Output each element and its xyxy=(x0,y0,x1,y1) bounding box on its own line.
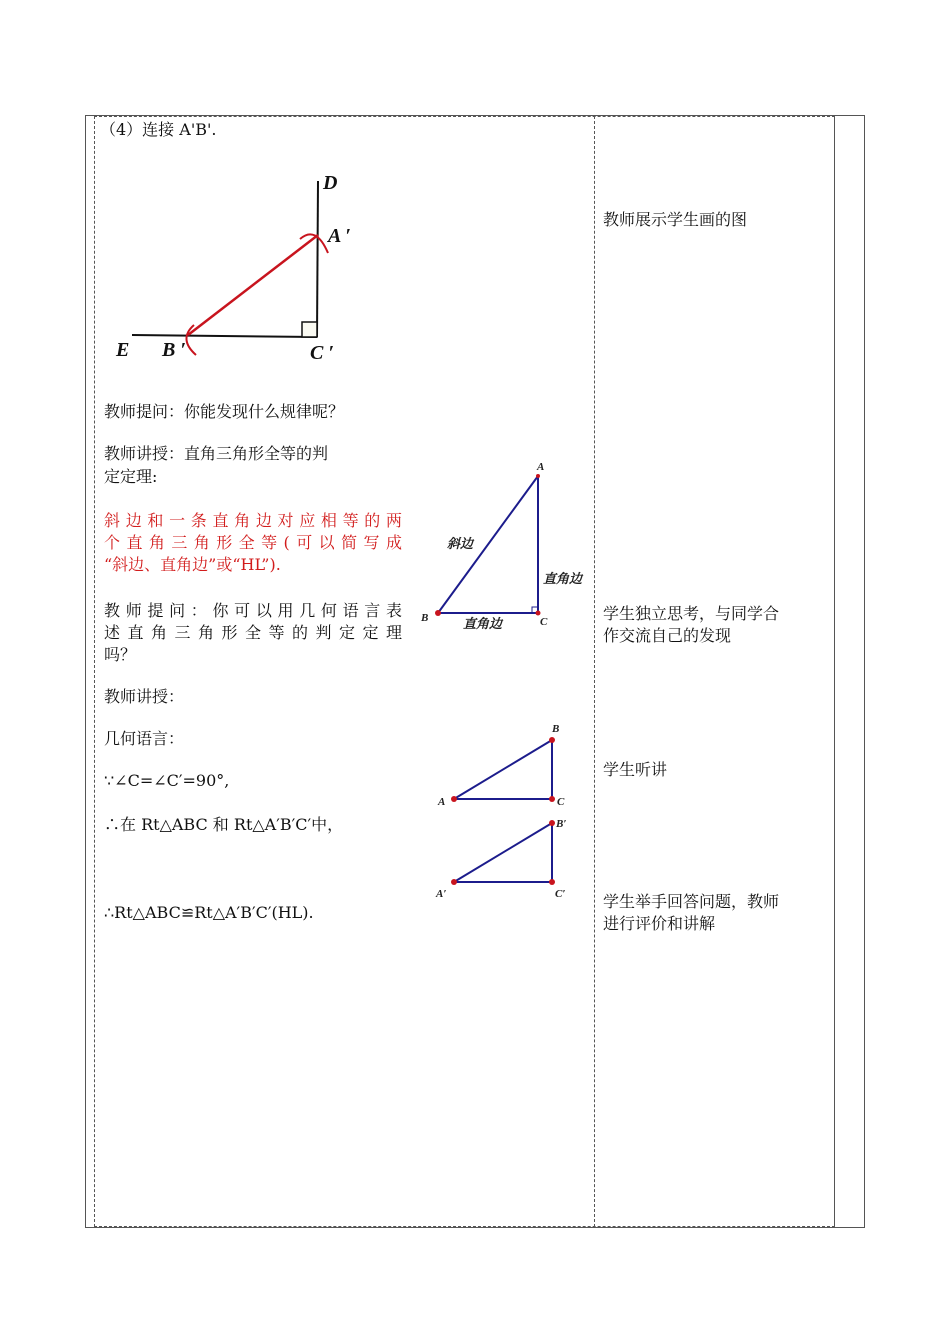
note-student-answer-line1: 学生举手回答问题，教师 xyxy=(603,892,780,911)
label-b-prime: B′ xyxy=(556,818,567,830)
teacher-lecture-1-line1: 教师讲授：直角三角形全等的判 xyxy=(104,444,329,463)
teacher-question-2-line1: 教师提问：你可以用几何语言表 xyxy=(104,601,402,620)
note-student-think-line2: 作交流自己的发现 xyxy=(603,626,732,645)
in-triangles-statement: ∴在 Rt△ABC 和 Rt△A′B′C′中， xyxy=(104,815,344,834)
theorem-line-1: 斜边和一条直角边对应相等的两 xyxy=(104,511,402,530)
theorem-line-3: “斜边、直角边”或“HL”). xyxy=(104,555,281,574)
column-divider xyxy=(594,116,595,1227)
hl-triangle-figure xyxy=(415,455,595,635)
label-d: D xyxy=(323,172,338,194)
label-a-prime: A ′ xyxy=(328,225,351,247)
label-c: C xyxy=(557,796,565,808)
note-teacher-shows-drawing: 教师展示学生画的图 xyxy=(603,210,748,229)
label-b-prime: B ′ xyxy=(162,339,186,361)
label-c-prime: C′ xyxy=(555,888,566,900)
label-a-prime: A′ xyxy=(436,888,447,900)
theorem-line-2: 个直角三角形全等(可以简写成 xyxy=(104,533,402,552)
teacher-lecture-2: 教师讲授： xyxy=(104,687,185,706)
note-student-answer-line2: 进行评价和讲解 xyxy=(603,914,716,933)
right-column-border xyxy=(834,116,835,1227)
label-c-prime: C ′ xyxy=(310,342,334,364)
congruent-triangles-figure xyxy=(430,718,590,903)
teacher-question-1: 教师提问：你能发现什么规律呢？ xyxy=(104,402,345,421)
label-a: A xyxy=(537,461,545,473)
label-e: E xyxy=(116,339,130,361)
teacher-lecture-1-line2: 定定理: xyxy=(104,467,158,486)
label-hypotenuse: 斜边 xyxy=(447,536,474,551)
geometry-language-label: 几何语言： xyxy=(104,729,185,748)
label-c: C xyxy=(540,616,548,628)
conclusion-statement: ∴Rt△ABC≌Rt△A′B′C′(HL). xyxy=(104,903,314,922)
label-b: B xyxy=(552,723,560,735)
label-leg-vertical: 直角边 xyxy=(543,571,583,586)
note-student-think-line1: 学生独立思考，与同学合 xyxy=(603,604,780,623)
label-leg-horizontal: 直角边 xyxy=(463,616,503,631)
note-student-listen: 学生听讲 xyxy=(603,760,668,779)
teacher-question-2-line2: 述直角三角形全等的判定定理 xyxy=(104,623,402,642)
because-statement: ∵∠C=∠C′=90°, xyxy=(104,771,230,790)
teacher-question-2-line3: 吗？ xyxy=(104,645,137,664)
label-a: A xyxy=(438,796,446,808)
construction-figure xyxy=(110,165,360,375)
label-b: B xyxy=(421,612,429,624)
step-4-text: （4）连接 A'B'. xyxy=(100,120,217,139)
